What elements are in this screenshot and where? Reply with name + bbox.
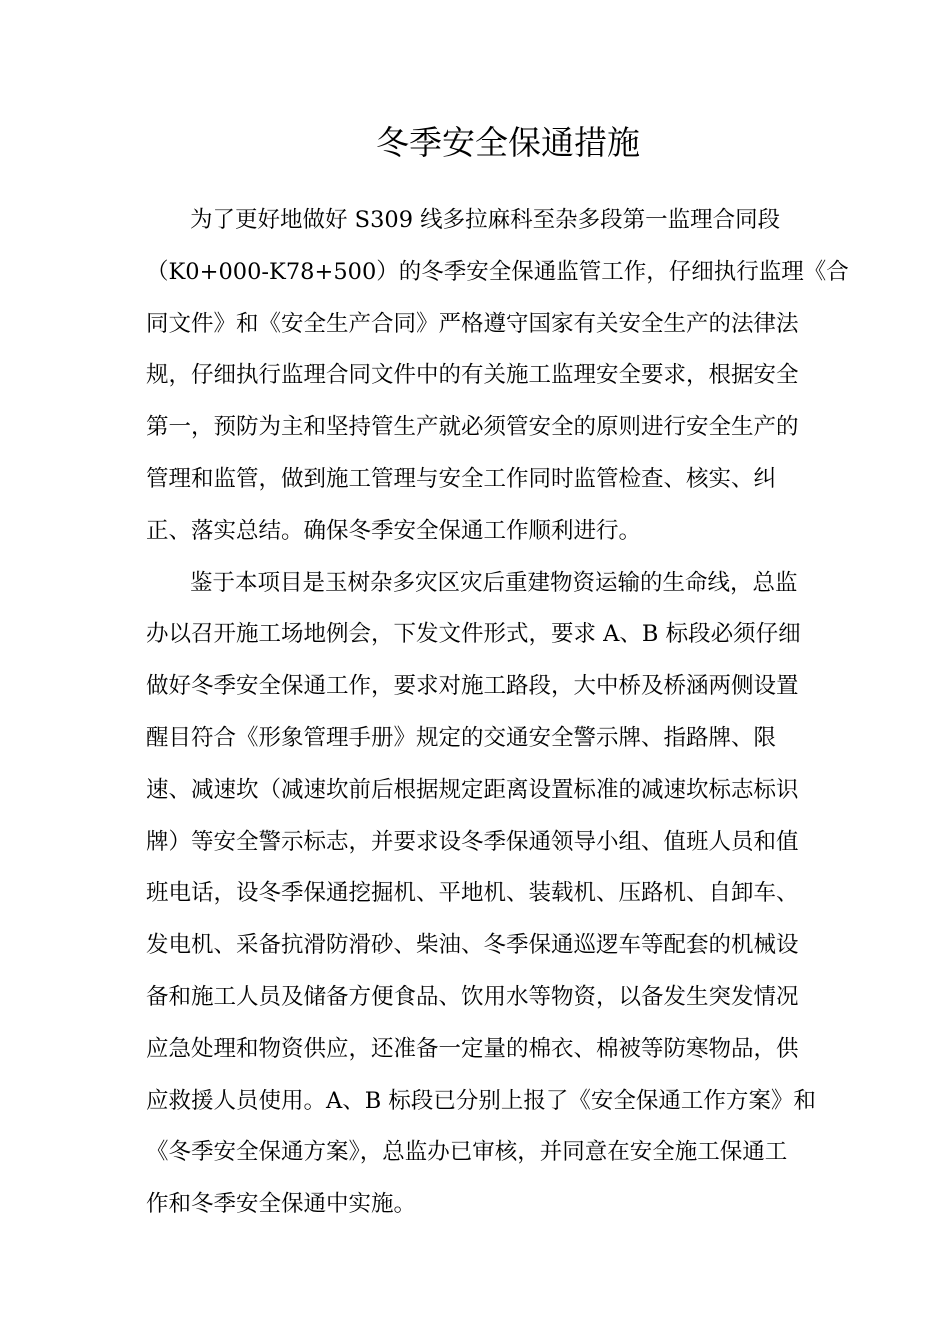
paragraph-line: 第一，预防为主和坚持管生产就必须管安全的原则进行安全生产的 <box>146 414 799 441</box>
paragraph-line: 办以召开施工场地例会，下发文件形式，要求 A、B 标段必须仔细 <box>146 621 801 648</box>
paragraph-line: 备和施工人员及储备方便食品、饮用水等物资，以备发生突发情况 <box>146 983 799 1010</box>
paragraph-line: 牌）等安全警示标志，并要求设冬季保通领导小组、值班人员和值 <box>146 828 799 855</box>
paragraph-line: 正、落实总结。确保冬季安全保通工作顺利进行。 <box>146 517 642 544</box>
document-body <box>146 195 849 1231</box>
paragraph-line: 醒目符合《形象管理手册》规定的交通安全警示牌、指路牌、限 <box>146 724 777 751</box>
paragraph-line: 做好冬季安全保通工作，要求对施工路段，大中桥及桥涵两侧设置 <box>146 673 799 700</box>
paragraph-line: 班电话，设冬季保通挖掘机、平地机、装载机、压路机、自卸车、 <box>146 880 799 907</box>
paragraph-line: 为了更好地做好 S309 线多拉麻科至杂多段第一监理合同段 <box>190 207 781 233</box>
paragraph-line: 管理和监管，做到施工管理与安全工作同时监管检查、核实、纠 <box>146 465 777 492</box>
paragraph-line: 发电机、采备抗滑防滑砂、柴油、冬季保通巡逻车等配套的机械设 <box>146 932 799 959</box>
paragraph-1 <box>146 195 849 558</box>
paragraph-2 <box>146 558 816 1231</box>
paragraph-line: 鉴于本项目是玉树杂多灾区灾后重建物资运输的生命线，总监 <box>190 569 798 596</box>
paragraph-line: 同文件》和《安全生产合同》严格遵守国家有关安全生产的法律法 <box>146 310 799 337</box>
paragraph-line: 《冬季安全保通方案》，总监办已审核，并同意在安全施工保通工 <box>146 1139 788 1166</box>
paragraph-line: 规，仔细执行监理合同文件中的有关施工监理安全要求，根据安全 <box>146 362 799 389</box>
paragraph-line: 作和冬季安全保通中实施。 <box>146 1191 417 1218</box>
paragraph-line: 应急处理和物资供应，还准备一定量的棉衣、棉被等防寒物品，供 <box>146 1035 799 1062</box>
paragraph-line: （K0+000-K78+500）的冬季安全保通监管工作，仔细执行监理《合 <box>146 258 849 285</box>
document-title: 冬季安全保通措施 <box>376 123 640 162</box>
paragraph-line: 应救援人员使用。A、B 标段已分别上报了《安全保通工作方案》和 <box>146 1087 816 1114</box>
paragraph-line: 速、减速坎（减速坎前后根据规定距离设置标准的减速坎标志标识 <box>146 776 799 803</box>
